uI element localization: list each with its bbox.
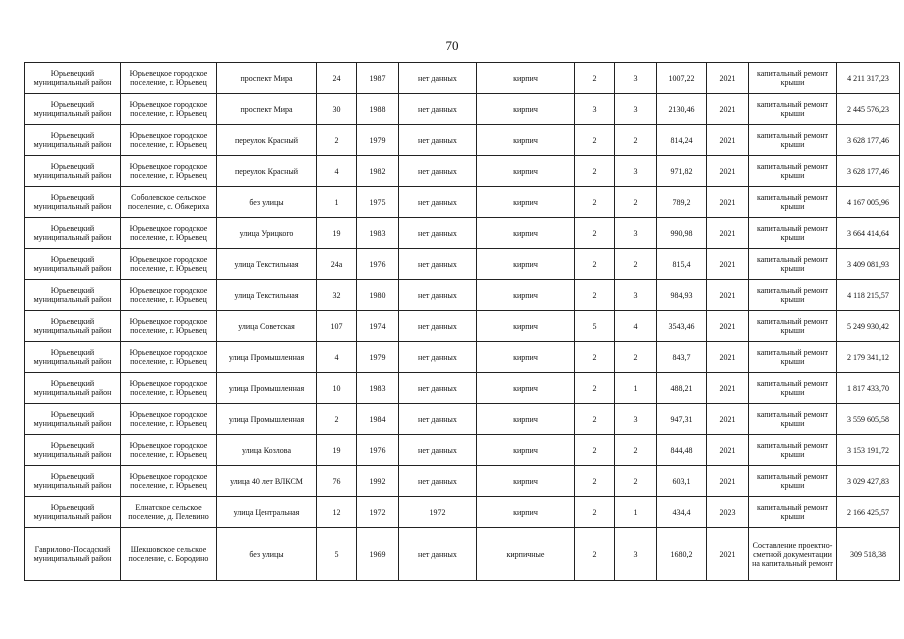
cell-district: Юрьевецкий муниципальный район — [25, 466, 121, 497]
cell-material: кирпич — [477, 218, 575, 249]
cell-material: кирпич — [477, 94, 575, 125]
cell-year-built: 1969 — [357, 528, 399, 581]
cell-year-rep: нет данных — [399, 63, 477, 94]
cell-district: Юрьевецкий муниципальный район — [25, 249, 121, 280]
cell-house: 32 — [317, 280, 357, 311]
cell-year-built: 1983 — [357, 373, 399, 404]
cell-house: 107 — [317, 311, 357, 342]
cell-settlement: Елнатское сельское поселение, д. Пелевино — [121, 497, 217, 528]
cell-district: Юрьевецкий муниципальный район — [25, 311, 121, 342]
cell-year-rep: нет данных — [399, 435, 477, 466]
cell-work: Составление проектно-сметной документации на капитальный ремонт — [749, 528, 837, 581]
cell-settlement: Юрьевецкое городское поселение, г. Юрьевец — [121, 94, 217, 125]
cell-material: кирпич — [477, 125, 575, 156]
cell-floors: 2 — [575, 528, 615, 581]
cell-entrances: 1 — [615, 373, 657, 404]
cell-entrances: 3 — [615, 218, 657, 249]
cell-settlement: Юрьевецкое городское поселение, г. Юрьевец — [121, 373, 217, 404]
cell-district: Юрьевецкий муниципальный район — [25, 404, 121, 435]
cell-area: 814,24 — [657, 125, 707, 156]
cell-material: кирпич — [477, 435, 575, 466]
cell-floors: 2 — [575, 125, 615, 156]
cell-cost: 4 167 005,96 — [837, 187, 900, 218]
cell-floors: 2 — [575, 435, 615, 466]
buildings-table — [24, 62, 900, 581]
cell-year-rep: нет данных — [399, 466, 477, 497]
cell-cost: 4 211 317,23 — [837, 63, 900, 94]
cell-material: кирпич — [477, 280, 575, 311]
cell-year-built: 1975 — [357, 187, 399, 218]
cell-year-rep: нет данных — [399, 280, 477, 311]
table-body — [25, 63, 900, 581]
cell-material: кирпич — [477, 156, 575, 187]
cell-year-built: 1976 — [357, 249, 399, 280]
cell-area: 990,98 — [657, 218, 707, 249]
cell-house: 19 — [317, 435, 357, 466]
cell-street: улица Советская — [217, 311, 317, 342]
cell-house: 30 — [317, 94, 357, 125]
cell-year: 2021 — [707, 94, 749, 125]
cell-area: 971,82 — [657, 156, 707, 187]
cell-settlement: Юрьевецкое городское поселение, г. Юрьевец — [121, 342, 217, 373]
cell-work: капитальный ремонт крыши — [749, 373, 837, 404]
cell-entrances: 1 — [615, 497, 657, 528]
cell-house: 24а — [317, 249, 357, 280]
cell-entrances: 4 — [615, 311, 657, 342]
cell-house: 2 — [317, 125, 357, 156]
table-row — [25, 466, 900, 497]
cell-floors: 2 — [575, 466, 615, 497]
cell-year-rep: нет данных — [399, 125, 477, 156]
cell-cost: 3 153 191,72 — [837, 435, 900, 466]
cell-year-rep: нет данных — [399, 311, 477, 342]
cell-street: без улицы — [217, 528, 317, 581]
cell-year-rep: нет данных — [399, 249, 477, 280]
cell-settlement: Юрьевецкое городское поселение, г. Юрьевец — [121, 249, 217, 280]
cell-settlement: Юрьевецкое городское поселение, г. Юрьевец — [121, 404, 217, 435]
cell-year-built: 1976 — [357, 435, 399, 466]
cell-year-rep: нет данных — [399, 187, 477, 218]
cell-material: кирпич — [477, 63, 575, 94]
cell-street: переулок Красный — [217, 156, 317, 187]
cell-area: 3543,46 — [657, 311, 707, 342]
cell-house: 1 — [317, 187, 357, 218]
table-row — [25, 187, 900, 218]
cell-work: капитальный ремонт крыши — [749, 404, 837, 435]
cell-entrances: 3 — [615, 94, 657, 125]
table-row — [25, 63, 900, 94]
table-row — [25, 218, 900, 249]
cell-cost: 1 817 433,70 — [837, 373, 900, 404]
cell-district: Юрьевецкий муниципальный район — [25, 94, 121, 125]
cell-year: 2021 — [707, 528, 749, 581]
table-row — [25, 373, 900, 404]
cell-settlement: Юрьевецкое городское поселение, г. Юрьевец — [121, 156, 217, 187]
table-row — [25, 249, 900, 280]
cell-year-rep: нет данных — [399, 94, 477, 125]
cell-area: 488,21 — [657, 373, 707, 404]
cell-cost: 2 179 341,12 — [837, 342, 900, 373]
cell-cost: 4 118 215,57 — [837, 280, 900, 311]
cell-house: 12 — [317, 497, 357, 528]
cell-year: 2021 — [707, 156, 749, 187]
cell-year: 2021 — [707, 187, 749, 218]
cell-material: кирпичные — [477, 528, 575, 581]
cell-street: улица 40 лет ВЛКСМ — [217, 466, 317, 497]
cell-area: 1680,2 — [657, 528, 707, 581]
cell-area: 434,4 — [657, 497, 707, 528]
cell-floors: 2 — [575, 280, 615, 311]
cell-year-built: 1992 — [357, 466, 399, 497]
cell-cost: 5 249 930,42 — [837, 311, 900, 342]
cell-cost: 2 166 425,57 — [837, 497, 900, 528]
cell-year-built: 1979 — [357, 125, 399, 156]
cell-year-built: 1987 — [357, 63, 399, 94]
cell-work: капитальный ремонт крыши — [749, 497, 837, 528]
cell-settlement: Соболевское сельское поселение, с. Обжериха — [121, 187, 217, 218]
cell-work: капитальный ремонт крыши — [749, 218, 837, 249]
cell-district: Юрьевецкий муниципальный район — [25, 435, 121, 466]
cell-area: 843,7 — [657, 342, 707, 373]
cell-cost: 3 628 177,46 — [837, 156, 900, 187]
cell-district: Юрьевецкий муниципальный район — [25, 497, 121, 528]
cell-area: 815,4 — [657, 249, 707, 280]
cell-year-built: 1982 — [357, 156, 399, 187]
cell-floors: 2 — [575, 187, 615, 218]
cell-entrances: 3 — [615, 63, 657, 94]
cell-work: капитальный ремонт крыши — [749, 435, 837, 466]
cell-district: Юрьевецкий муниципальный район — [25, 280, 121, 311]
cell-year: 2021 — [707, 466, 749, 497]
cell-area: 2130,46 — [657, 94, 707, 125]
cell-material: кирпич — [477, 311, 575, 342]
cell-work: капитальный ремонт крыши — [749, 249, 837, 280]
cell-district: Юрьевецкий муниципальный район — [25, 125, 121, 156]
cell-district: Юрьевецкий муниципальный район — [25, 373, 121, 404]
cell-year: 2021 — [707, 373, 749, 404]
cell-area: 1007,22 — [657, 63, 707, 94]
cell-work: капитальный ремонт крыши — [749, 466, 837, 497]
cell-entrances: 3 — [615, 156, 657, 187]
cell-year: 2021 — [707, 342, 749, 373]
cell-year: 2021 — [707, 280, 749, 311]
cell-house: 76 — [317, 466, 357, 497]
cell-year-rep: нет данных — [399, 404, 477, 435]
cell-year-built: 1980 — [357, 280, 399, 311]
table-row — [25, 311, 900, 342]
cell-year: 2021 — [707, 249, 749, 280]
cell-house: 19 — [317, 218, 357, 249]
cell-cost: 3 628 177,46 — [837, 125, 900, 156]
table-row — [25, 497, 900, 528]
cell-year: 2023 — [707, 497, 749, 528]
cell-settlement: Юрьевецкое городское поселение, г. Юрьевец — [121, 63, 217, 94]
cell-street: улица Текстильная — [217, 280, 317, 311]
cell-floors: 2 — [575, 249, 615, 280]
table-row — [25, 280, 900, 311]
cell-year: 2021 — [707, 63, 749, 94]
cell-year-rep: нет данных — [399, 342, 477, 373]
cell-year: 2021 — [707, 435, 749, 466]
cell-year-built: 1984 — [357, 404, 399, 435]
cell-year-built: 1983 — [357, 218, 399, 249]
cell-area: 844,48 — [657, 435, 707, 466]
cell-entrances: 3 — [615, 528, 657, 581]
cell-floors: 2 — [575, 218, 615, 249]
cell-area: 789,2 — [657, 187, 707, 218]
cell-material: кирпич — [477, 404, 575, 435]
cell-street: улица Центральная — [217, 497, 317, 528]
cell-area: 603,1 — [657, 466, 707, 497]
cell-work: капитальный ремонт крыши — [749, 63, 837, 94]
cell-year-built: 1979 — [357, 342, 399, 373]
cell-floors: 2 — [575, 373, 615, 404]
cell-house: 24 — [317, 63, 357, 94]
table-row — [25, 156, 900, 187]
cell-material: кирпич — [477, 373, 575, 404]
cell-work: капитальный ремонт крыши — [749, 311, 837, 342]
cell-settlement: Юрьевецкое городское поселение, г. Юрьевец — [121, 311, 217, 342]
cell-floors: 2 — [575, 342, 615, 373]
cell-house: 5 — [317, 528, 357, 581]
cell-house: 2 — [317, 404, 357, 435]
cell-cost: 3 409 081,93 — [837, 249, 900, 280]
cell-district: Юрьевецкий муниципальный район — [25, 156, 121, 187]
cell-settlement: Юрьевецкое городское поселение, г. Юрьевец — [121, 125, 217, 156]
cell-street: улица Промышленная — [217, 404, 317, 435]
table-row — [25, 528, 900, 581]
cell-year-rep: нет данных — [399, 373, 477, 404]
cell-year-rep: нет данных — [399, 156, 477, 187]
cell-floors: 2 — [575, 63, 615, 94]
cell-cost: 3 664 414,64 — [837, 218, 900, 249]
cell-house: 4 — [317, 156, 357, 187]
cell-material: кирпич — [477, 249, 575, 280]
cell-street: улица Промышленная — [217, 342, 317, 373]
cell-cost: 3 559 605,58 — [837, 404, 900, 435]
cell-house: 4 — [317, 342, 357, 373]
cell-settlement: Юрьевецкое городское поселение, г. Юрьевец — [121, 280, 217, 311]
cell-work: капитальный ремонт крыши — [749, 125, 837, 156]
cell-street: без улицы — [217, 187, 317, 218]
cell-work: капитальный ремонт крыши — [749, 156, 837, 187]
cell-entrances: 2 — [615, 125, 657, 156]
cell-year: 2021 — [707, 125, 749, 156]
cell-floors: 3 — [575, 94, 615, 125]
cell-street: улица Козлова — [217, 435, 317, 466]
cell-floors: 2 — [575, 156, 615, 187]
cell-street: улица Урицкого — [217, 218, 317, 249]
cell-street: переулок Красный — [217, 125, 317, 156]
cell-area: 984,93 — [657, 280, 707, 311]
cell-cost: 309 518,38 — [837, 528, 900, 581]
cell-settlement: Юрьевецкое городское поселение, г. Юрьевец — [121, 218, 217, 249]
cell-district: Юрьевецкий муниципальный район — [25, 218, 121, 249]
cell-floors: 2 — [575, 404, 615, 435]
cell-area: 947,31 — [657, 404, 707, 435]
cell-entrances: 2 — [615, 187, 657, 218]
cell-entrances: 2 — [615, 466, 657, 497]
table-row — [25, 435, 900, 466]
cell-entrances: 3 — [615, 280, 657, 311]
cell-district: Юрьевецкий муниципальный район — [25, 63, 121, 94]
cell-district: Гаврилово-Посадский муниципальный район — [25, 528, 121, 581]
cell-cost: 3 029 427,83 — [837, 466, 900, 497]
cell-settlement: Юрьевецкое городское поселение, г. Юрьевец — [121, 435, 217, 466]
cell-year: 2021 — [707, 218, 749, 249]
cell-house: 10 — [317, 373, 357, 404]
cell-street: улица Промышленная — [217, 373, 317, 404]
table-row — [25, 94, 900, 125]
cell-year: 2021 — [707, 311, 749, 342]
cell-work: капитальный ремонт крыши — [749, 342, 837, 373]
cell-settlement: Шекшовское сельское поселение, с. Бородино — [121, 528, 217, 581]
cell-work: капитальный ремонт крыши — [749, 280, 837, 311]
cell-year-rep: 1972 — [399, 497, 477, 528]
cell-material: кирпич — [477, 187, 575, 218]
cell-entrances: 2 — [615, 342, 657, 373]
cell-street: проспект Мира — [217, 94, 317, 125]
cell-material: кирпич — [477, 342, 575, 373]
cell-floors: 5 — [575, 311, 615, 342]
cell-work: капитальный ремонт крыши — [749, 94, 837, 125]
cell-entrances: 2 — [615, 249, 657, 280]
cell-material: кирпич — [477, 466, 575, 497]
cell-work: капитальный ремонт крыши — [749, 187, 837, 218]
cell-year-built: 1988 — [357, 94, 399, 125]
cell-year: 2021 — [707, 404, 749, 435]
cell-floors: 2 — [575, 497, 615, 528]
cell-entrances: 2 — [615, 435, 657, 466]
page-number: 70 — [445, 38, 459, 53]
cell-district: Юрьевецкий муниципальный район — [25, 342, 121, 373]
cell-cost: 2 445 576,23 — [837, 94, 900, 125]
cell-year-built: 1974 — [357, 311, 399, 342]
cell-street: проспект Мира — [217, 63, 317, 94]
cell-district: Юрьевецкий муниципальный район — [25, 187, 121, 218]
cell-entrances: 3 — [615, 404, 657, 435]
cell-year-rep: нет данных — [399, 218, 477, 249]
table-row — [25, 342, 900, 373]
cell-year-rep: нет данных — [399, 528, 477, 581]
cell-settlement: Юрьевецкое городское поселение, г. Юрьевец — [121, 466, 217, 497]
cell-material: кирпич — [477, 497, 575, 528]
cell-year-built: 1972 — [357, 497, 399, 528]
cell-street: улица Текстильная — [217, 249, 317, 280]
table-row — [25, 404, 900, 435]
table-row — [25, 125, 900, 156]
